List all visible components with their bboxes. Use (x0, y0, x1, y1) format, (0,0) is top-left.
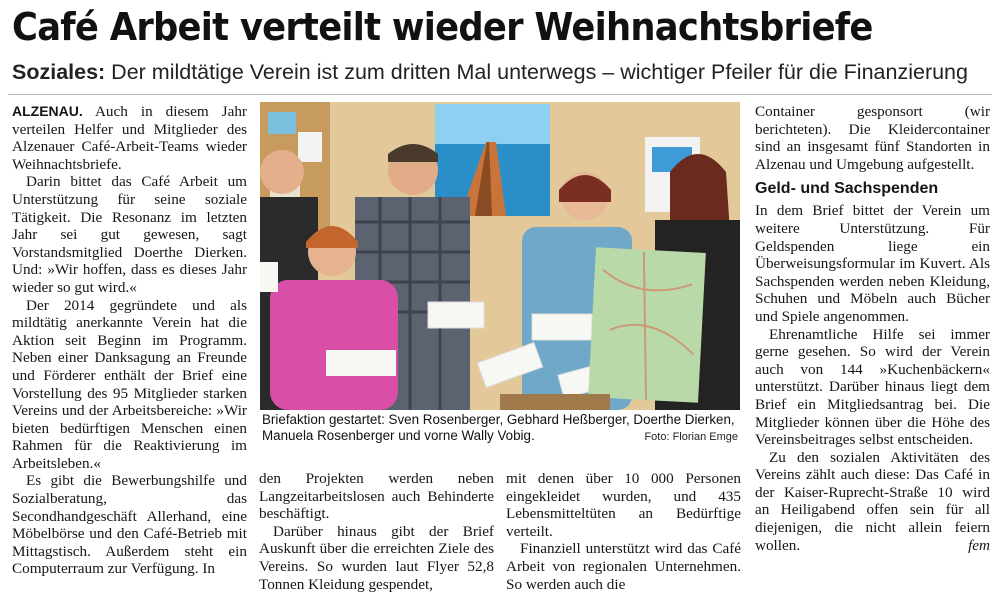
lead-text: Auch in diesem Jahr verteilen Helfer und Mitglieder des Alzenauer Café-Arbeit-Teams wieder Weihnachtsbriefe. (12, 103, 247, 173)
paragraph: Finanziell unterstützt wird das Café Arbeit von regionalen Unternehmen. So werden auch die (506, 540, 741, 593)
paragraph: Container gesponsort (wir berichteten). Die Kleidercontainer sind an insgesamt fünf Standorten in Alzenau und Umgebung aufgestellt. (755, 103, 990, 173)
header-divider (8, 94, 992, 95)
headline: Café Arbeit verteilt wieder Weihnachtsbriefe (12, 5, 873, 49)
photo-caption: Briefaktion gestartet: Sven Rosenberger, Gebhard Heßberger, Doerthe Dierken, Manuela Rosenberger und vorne Wally Vobig. (262, 412, 735, 443)
subheadline (12, 60, 992, 86)
author-signature: fem (968, 537, 990, 555)
dateline: ALZENAU. (12, 103, 83, 119)
column-2 (259, 470, 494, 593)
paragraph: Der 2014 gegründete und als mildtätig anerkannte Verein hat die Aktion seit Beginn im Programm. Neben einer Danksagung an Freunde und Förderer enthält der Brief eine Vorstellung des 95 Mitglieder starken Vereins und der Arbeitsbereiche: »Wir bieten bedürftigen Menschen einen Rahmen für die Reaktivierung im Arbeitsleben.« (12, 296, 247, 472)
paragraph: Ehrenamtliche Hilfe sei immer gerne gesehen. So wird der Verein auch von 144 »Kuchenbäckern« unterstützt. Darüber hinaus liegt dem Brief ein Mitgliedsantrag bei. Die Mitglieder können über die Höhe des Vereinsbeitrages selbst entscheiden. (755, 325, 990, 449)
paragraph-lead (12, 103, 247, 173)
subheadline-text: Der mildtätige Verein ist zum dritten Mal unterwegs – wichtiger Pfeiler für die Finanzierung (105, 60, 968, 84)
photo-illustration (260, 102, 740, 410)
subheadline-kicker: Soziales: (12, 60, 106, 84)
paragraph: Darüber hinaus gibt der Brief Auskunft über die erreichten Ziele des Vereins. So wurden laut Flyer 52,8 Tonnen Kleidung gespendet, (259, 522, 494, 593)
article-photo (260, 102, 740, 410)
paragraph: Zu den sozialen Aktivitäten des Vereins zählt auch diese: Das Café in der Kaiser-Ruprecht-Straße 10 wird an Heiligabend offen sein für all diejenigen, die nicht allein feiern wollen. (755, 448, 990, 554)
paragraph: Es gibt die Bewerbungshilfe und Sozialberatung, das Secondhandgeschäft Allerhand, eine Möbelbörse und den Café-Betrieb mit Mittagstisch. Außerdem steht ein Computerraum zur Verfügung. In (12, 472, 247, 578)
column-3 (506, 470, 741, 593)
paragraph: In dem Brief bittet der Verein um weitere Unterstützung. Für Geldspenden liege ein Überweisungsformular im Kuvert. Als Sachspenden werden neben Kleidung, Schuhen und Möbeln auch Bücher und Spiele angenommen. (755, 202, 990, 325)
column-4 (755, 103, 990, 555)
paragraph: mit denen über 10 000 Personen eingekleidet wurden, und 435 Lebensmitteltüten an Bedürftige verteilt. (506, 470, 741, 540)
photo-credit: Foto: Florian Emge (644, 431, 738, 443)
paragraph: Darin bittet das Café Arbeit um Unterstützung für seine soziale Tätigkeit. Die Resonanz im letzten Jahr sei gut gewesen, sagt Vorstandsmitglied Doerthe Dierken. Und: »Wir hoffen, dass es dieses Jahr wieder so gut wird.« (12, 173, 247, 296)
section-heading: Geld- und Sachspenden (755, 180, 939, 198)
paragraph: den Projekten werden neben Langzeitarbeitslosen auch Behinderte beschäftigt. (259, 470, 494, 523)
column-1 (12, 103, 247, 578)
